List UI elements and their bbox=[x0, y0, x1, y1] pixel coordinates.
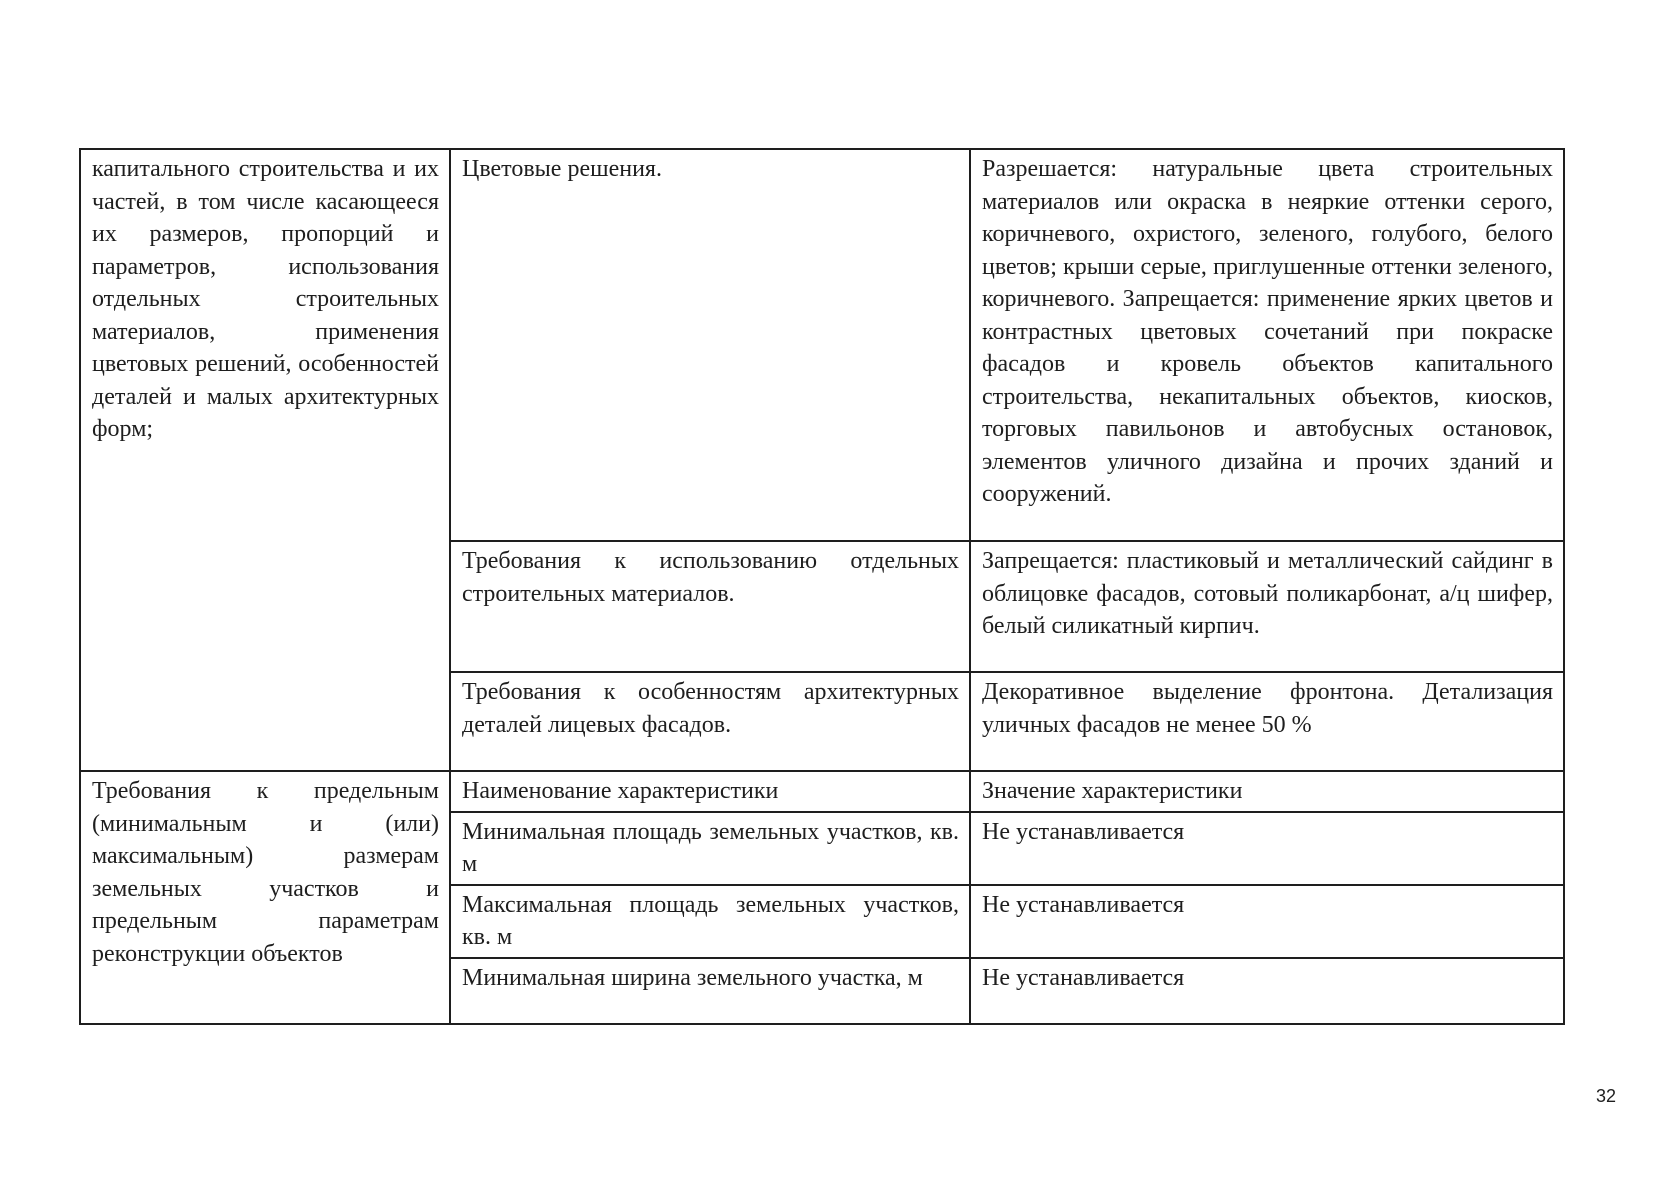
cell-text: Минимальная ширина земельного участка, м bbox=[462, 964, 923, 991]
cell-text: Запрещается: пластиковый и металлический сайдинг в облицовке фасадов, сотовый поликарбонат, а/ц шифер, белый силикатный кирпич. bbox=[982, 548, 1553, 639]
cell-text: Не устанавливается bbox=[982, 964, 1185, 991]
header-value-cell bbox=[970, 771, 1564, 812]
value-cell bbox=[970, 672, 1564, 771]
page-number: 32 bbox=[1595, 1086, 1616, 1106]
characteristic-value-cell bbox=[970, 958, 1564, 1024]
left-cell-architectural-requirements bbox=[80, 149, 450, 771]
requirement-cell bbox=[450, 149, 970, 541]
characteristic-value-cell bbox=[970, 812, 1564, 885]
cell-text: Требования к использованию отдельных строительных материалов. bbox=[462, 548, 959, 607]
characteristic-value-cell bbox=[970, 885, 1564, 958]
characteristic-name-cell bbox=[450, 958, 970, 1024]
value-cell bbox=[970, 149, 1564, 541]
cell-text: Минимальная площадь земельных участков, кв. м bbox=[462, 818, 959, 877]
cell-text: Декоративное выделение фронтона. Детализация уличных фасадов не менее 50 % bbox=[982, 679, 1553, 738]
cell-text: Не устанавливается bbox=[982, 818, 1185, 845]
value-cell bbox=[970, 541, 1564, 672]
requirement-cell bbox=[450, 541, 970, 672]
header-name-cell bbox=[450, 771, 970, 812]
cell-text: капитального строительства и их частей, в том числе касающееся их размеров, пропорций и параметров, использования отдельных строительных материалов, применения цветовых решений, особенностей деталей и малых архитектурных форм; bbox=[92, 156, 439, 442]
cell-text: Требования к особенностям архитектурных деталей лицевых фасадов. bbox=[462, 679, 959, 738]
characteristic-name-cell bbox=[450, 885, 970, 958]
cell-text: Требования к предельным (минимальным и (или) максимальным) размерам земельных участков и предельным параметрам реконструкции объектов bbox=[92, 778, 439, 967]
left-cell-land-plot-requirements bbox=[80, 771, 450, 1024]
cell-text: Значение характеристики bbox=[982, 778, 1243, 804]
cell-text: Разрешается: натуральные цвета строительных материалов или окраска в неяркие оттенки серого, коричневого, охристого, зеленого, голубого, белого цветов; крыши серые, приглушенные оттенки зеленого, коричневого. Запрещается: применение ярких цветов и контрастных цветовых сочетаний при покраске фасадов и кровель объектов капитального строительства, некапитальных объектов, киосков, торговых павильонов и автобусных остановок, элементов уличного дизайна и прочих зданий и сооружений. bbox=[982, 156, 1553, 507]
table-row bbox=[80, 149, 1564, 541]
characteristic-name-cell bbox=[450, 812, 970, 885]
cell-text: Цветовые решения. bbox=[462, 156, 662, 182]
requirement-cell bbox=[450, 672, 970, 771]
cell-text: Максимальная площадь земельных участков, кв. м bbox=[462, 891, 959, 950]
regulations-table bbox=[79, 148, 1565, 1025]
cell-text: Не устанавливается bbox=[982, 891, 1185, 918]
table-row bbox=[80, 771, 1564, 812]
cell-text: Наименование характеристики bbox=[462, 778, 779, 804]
